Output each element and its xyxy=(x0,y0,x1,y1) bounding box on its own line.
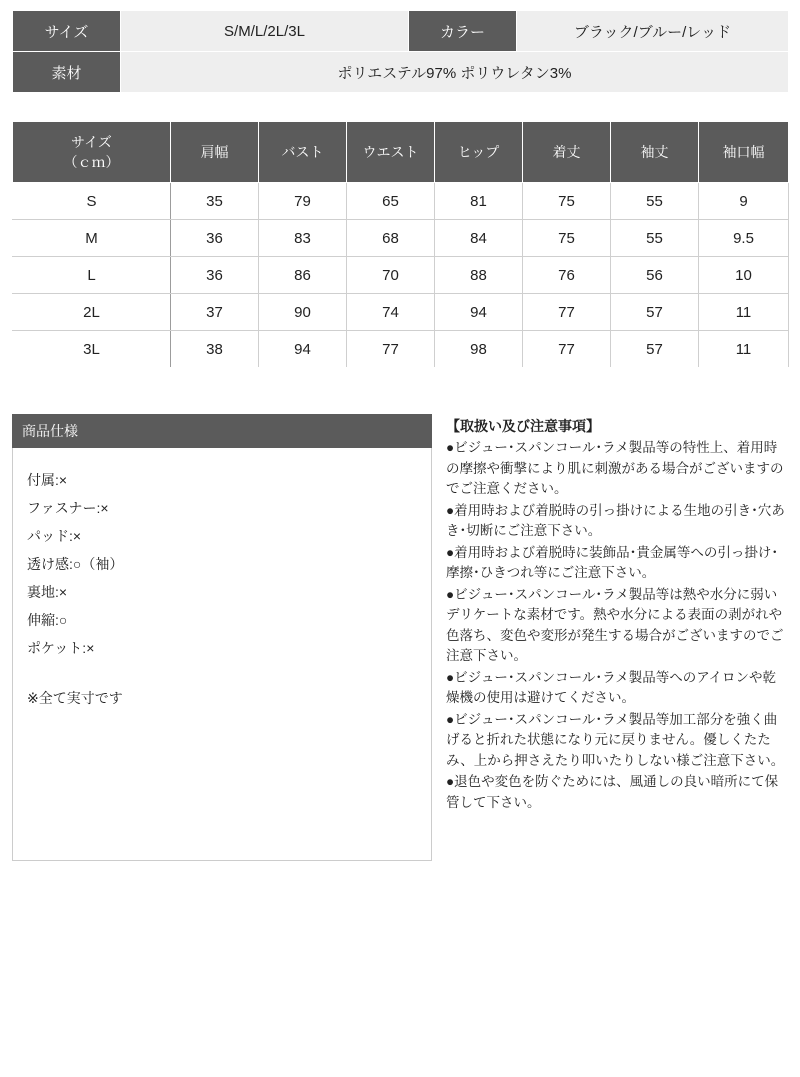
spec-value-size: S/M/L/2L/3L xyxy=(121,11,409,52)
cell-waist: 74 xyxy=(347,294,435,331)
cell-bust: 79 xyxy=(259,183,347,220)
size-header-line1: サイズ xyxy=(71,133,112,150)
size-chart-table xyxy=(12,121,789,368)
spec-item-zipper: ファスナー:× xyxy=(27,500,109,516)
cell-hip: 98 xyxy=(435,331,523,368)
cell-hip: 94 xyxy=(435,294,523,331)
spec-label-size: サイズ xyxy=(13,11,121,52)
size-chart-header-row xyxy=(13,122,789,183)
bottom-section xyxy=(12,414,788,861)
table-row xyxy=(13,294,789,331)
size-chart-header-waist: ウエスト xyxy=(347,122,435,183)
cell-sleeve-length: 55 xyxy=(611,220,699,257)
size-row-label: L xyxy=(13,257,171,294)
cell-cuff-width: 9.5 xyxy=(699,220,789,257)
cell-bust: 90 xyxy=(259,294,347,331)
basic-spec-table xyxy=(12,10,789,93)
table-row xyxy=(13,331,789,368)
care-instructions-panel xyxy=(446,414,788,814)
spec-item-stretch: 伸縮:○ xyxy=(27,612,68,628)
size-row-label: M xyxy=(13,220,171,257)
size-header-line2: （ｃｍ） xyxy=(63,154,120,170)
cell-bust: 86 xyxy=(259,257,347,294)
spec-value-color: ブラック/ブルー/レッド xyxy=(517,11,789,52)
size-chart-header-sleeve-length: 袖丈 xyxy=(611,122,699,183)
size-chart-header-hip: ヒップ xyxy=(435,122,523,183)
list-item: ●退色や変色を防ぐためには、風通しの良い暗所にて保管して下さい。 xyxy=(446,774,779,810)
cell-length: 75 xyxy=(523,220,611,257)
spec-item-pocket: ポケット:× xyxy=(27,640,95,656)
table-row xyxy=(13,11,789,52)
cell-cuff-width: 9 xyxy=(699,183,789,220)
cell-waist: 65 xyxy=(347,183,435,220)
size-chart-header-length: 着丈 xyxy=(523,122,611,183)
care-instructions-title: 【取扱い及び注意事項】 xyxy=(446,418,600,434)
cell-cuff-width: 11 xyxy=(699,294,789,331)
cell-waist: 77 xyxy=(347,331,435,368)
cell-waist: 68 xyxy=(347,220,435,257)
cell-shoulder: 36 xyxy=(171,220,259,257)
spec-label-material: 素材 xyxy=(13,52,121,93)
list-item: ●ビジュー･スパンコール･ラメ製品等加工部分を強く曲げると折れた状態になり元に戻りません。優しくたたみ、上から押さえたり叩いたりしない様ご注意下さい。 xyxy=(446,711,785,768)
table-row xyxy=(13,220,789,257)
table-row xyxy=(13,183,789,220)
cell-length: 76 xyxy=(523,257,611,294)
cell-waist: 70 xyxy=(347,257,435,294)
care-instructions-list xyxy=(446,438,788,813)
spec-item-pad: パッド:× xyxy=(27,528,82,544)
size-row-label: 3L xyxy=(13,331,171,368)
cell-hip: 81 xyxy=(435,183,523,220)
cell-length: 75 xyxy=(523,183,611,220)
spec-value-material: ポリエステル97% ポリウレタン3% xyxy=(121,52,789,93)
cell-shoulder: 35 xyxy=(171,183,259,220)
size-chart-header-size xyxy=(13,122,171,183)
spec-label-color: カラー xyxy=(409,11,517,52)
cell-sleeve-length: 56 xyxy=(611,257,699,294)
spec-item-accessory: 付属:× xyxy=(27,472,68,488)
spec-item-sheerness: 透け感:○（袖） xyxy=(27,556,124,572)
cell-bust: 94 xyxy=(259,331,347,368)
table-row xyxy=(13,257,789,294)
cell-length: 77 xyxy=(523,331,611,368)
spec-item-lining: 裏地:× xyxy=(27,584,68,600)
cell-sleeve-length: 57 xyxy=(611,294,699,331)
list-item: ●ビジュー･スパンコール･ラメ製品等へのアイロンや乾燥機の使用は避けてください。 xyxy=(446,669,776,706)
cell-shoulder: 37 xyxy=(171,294,259,331)
product-spec-body xyxy=(12,448,432,861)
cell-bust: 83 xyxy=(259,220,347,257)
cell-cuff-width: 11 xyxy=(699,331,789,368)
list-item: ●ビジュー･スパンコール･ラメ製品等の特性上、着用時の摩擦や衝撃により肌に刺激がある場合がございますのでご注意ください。 xyxy=(446,440,784,497)
size-chart-header-bust: バスト xyxy=(259,122,347,183)
product-detail-page xyxy=(0,10,800,1077)
table-row xyxy=(13,52,789,93)
cell-shoulder: 36 xyxy=(171,257,259,294)
cell-shoulder: 38 xyxy=(171,331,259,368)
product-spec-panel xyxy=(12,414,432,861)
cell-sleeve-length: 55 xyxy=(611,183,699,220)
size-chart-header-cuff-width: 袖口幅 xyxy=(699,122,789,183)
cell-sleeve-length: 57 xyxy=(611,331,699,368)
cell-hip: 84 xyxy=(435,220,523,257)
list-item: ●ビジュー･スパンコール･ラメ製品等は熱や水分に弱いデリケートな素材です。熱や水分による表面の剥がれや色落ち、変色や変形が発生する場合がございますのでご注意下さい。 xyxy=(446,586,784,664)
size-chart-header-shoulder: 肩幅 xyxy=(171,122,259,183)
product-spec-title: 商品仕様 xyxy=(12,414,432,448)
list-item: ●着用時および着脱時の引っ掛けによる生地の引き･穴あき･切断にご注意下さい。 xyxy=(446,502,785,539)
spec-measurement-note: ※全て実寸です xyxy=(27,690,123,706)
cell-cuff-width: 10 xyxy=(699,257,789,294)
cell-length: 77 xyxy=(523,294,611,331)
cell-hip: 88 xyxy=(435,257,523,294)
size-row-label: 2L xyxy=(13,294,171,331)
size-row-label: S xyxy=(13,183,171,220)
list-item: ●着用時および着脱時に装飾品･貴金属等への引っ掛け･摩擦･ひきつれ等にご注意下さい。 xyxy=(446,544,779,581)
